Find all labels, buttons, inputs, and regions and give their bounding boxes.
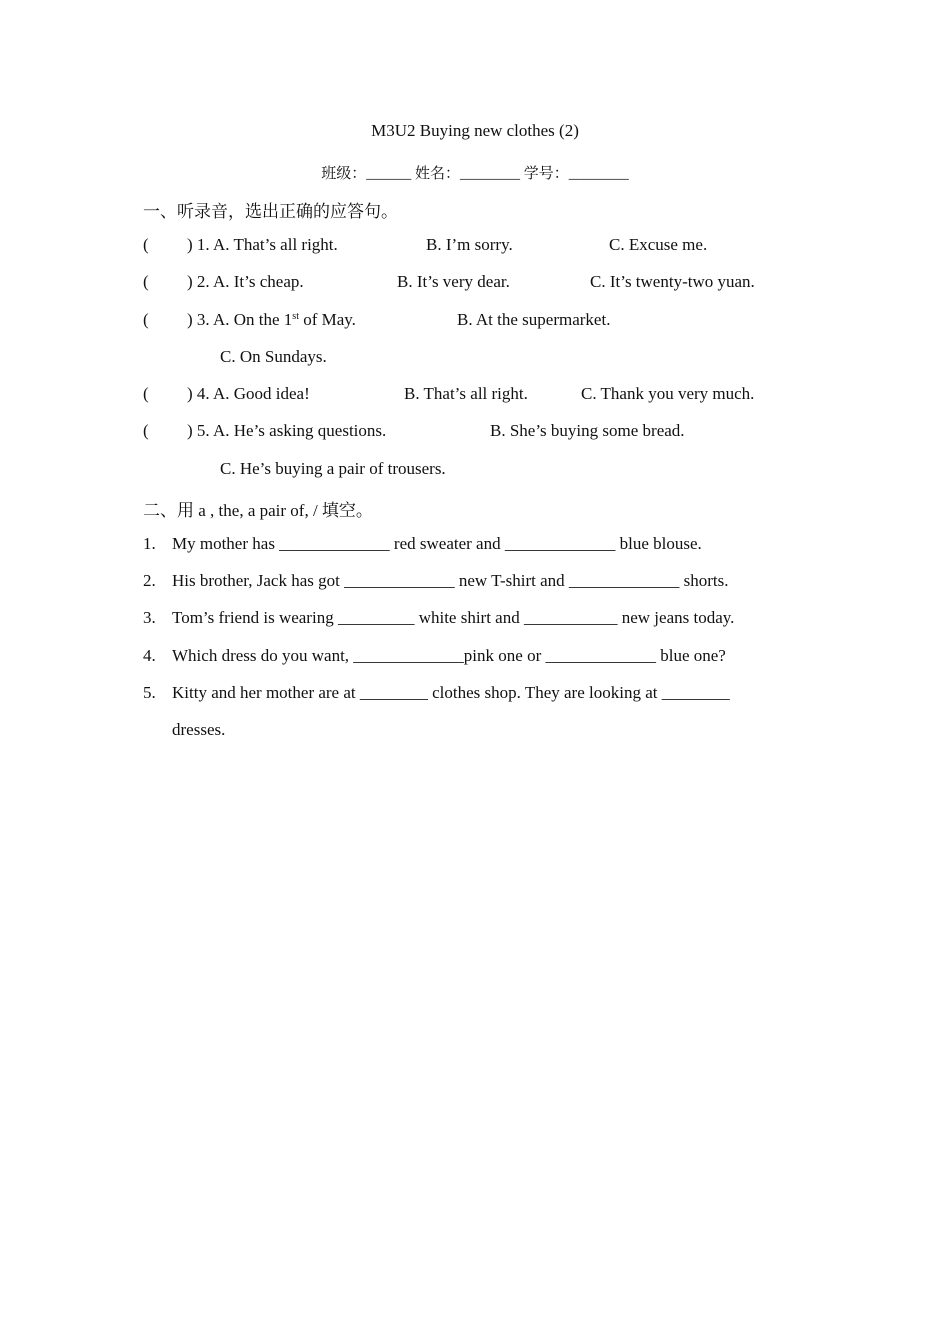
answer-paren-open: (: [143, 384, 149, 403]
item-text: His brother, Jack has got _____________ new T-shirt and _____________ shorts.: [172, 571, 729, 590]
page-title: M3U2 Buying new clothes (2): [371, 121, 579, 140]
question-2-option-c: C. It’s twenty-two yuan.: [590, 272, 755, 291]
answer-paren-open: (: [143, 310, 149, 329]
question-5-option-a: ) 5. A. He’s asking questions.: [187, 421, 387, 440]
item-text: My mother has _____________ red sweater and _____________ blue blouse.: [172, 534, 702, 553]
item-text-continuation: dresses.: [172, 720, 226, 739]
item-number: 5.: [143, 683, 156, 702]
question-5-option-c: C. He’s buying a pair of trousers.: [220, 459, 446, 478]
question-1-option-b: B. I’m sorry.: [426, 235, 513, 254]
question-5-option-b: B. She’s buying some bread.: [490, 421, 685, 440]
question-1-option-a: ) 1. A. That’s all right.: [187, 235, 338, 254]
item-text: Tom’s friend is wearing _________ white shirt and ___________ new jeans today.: [172, 608, 735, 627]
question-2-option-b: B. It’s very dear.: [397, 272, 510, 291]
section1-heading: 一、听录音，选出正确的应答句。: [143, 202, 398, 221]
answer-paren-open: (: [143, 235, 149, 254]
section2-heading: 二、用 a , the, a pair of, / 填空。: [143, 501, 373, 520]
answer-paren-open: (: [143, 272, 149, 291]
question-2-option-a: ) 2. A. It’s cheap.: [187, 272, 304, 291]
item-number: 3.: [143, 608, 156, 627]
question-1-option-c: C. Excuse me.: [609, 235, 708, 254]
question-4-option-a: ) 4. A. Good idea!: [187, 384, 310, 403]
superscript-st: st: [292, 311, 299, 322]
question-3-option-c: C. On Sundays.: [220, 347, 327, 366]
question-4-option-b: B. That’s all right.: [404, 384, 528, 403]
question-3-option-b: B. At the supermarket.: [457, 310, 611, 329]
question-3-option-a: ) 3. A. On the 1st of May.: [187, 310, 356, 329]
item-number: 1.: [143, 534, 156, 553]
item-text: Which dress do you want, _____________pink one or _____________ blue one?: [172, 646, 726, 665]
item-text: Kitty and her mother are at ________ clothes shop. They are looking at ________: [172, 683, 730, 702]
question-4-option-c: C. Thank you very much.: [581, 384, 755, 403]
answer-paren-open: (: [143, 421, 149, 440]
student-info-line: 班级：______ 姓名：________ 学号：________: [321, 166, 629, 182]
item-number: 4.: [143, 646, 156, 665]
item-number: 2.: [143, 571, 156, 590]
